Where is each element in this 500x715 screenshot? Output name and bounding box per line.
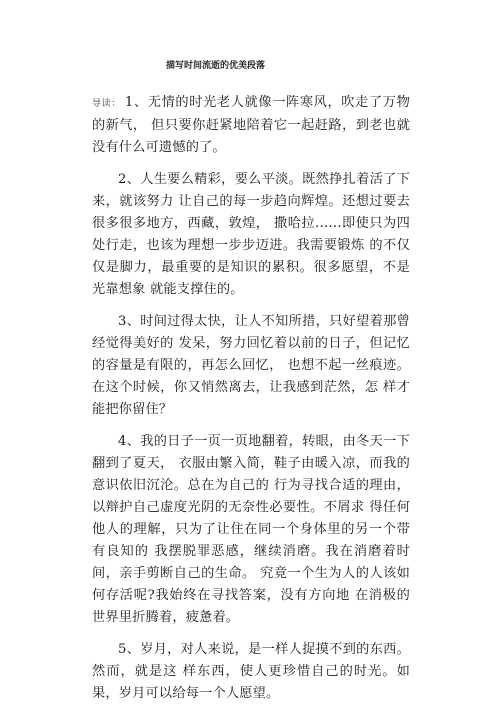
document-title: 描写时间流逝的优美段落: [166, 61, 266, 71]
paragraph-1-text: 1、无情的时光老人就像一阵寒风，吹走了万物的新气， 但只要你赶紧地陪着它一起赶路，到老也就没有什么可遗憾的了。: [92, 95, 410, 155]
paragraph-5: 5、岁月，对人来说，是一样人捉摸不到的东西。然而，就是这 样东西，使人更珍惜自己的时光。如果，岁月可以给每一个人愿望。: [92, 642, 410, 701]
paragraph-3: 3、时间过得太快，让人不知所措，只好望着那曾经觉得美好的 发呆，努力回忆着以前的日子，但记忆的容量是有限的，再怎么回忆， 也想不起一丝痕迹。在这个时候，你又悄然离去，让我感到茫然，怎 样才能把你留住？: [92, 314, 410, 417]
lead-label: 导读：: [92, 99, 121, 109]
paragraph-1: [92, 92, 410, 159]
paragraph-2: 2、人生要么精彩，要么平淡。既然挣扎着活了下来，就该努力 让自己的每一步趋向辉煌。还想过要去很多很多地方，西藏，敦煌， 撒哈拉……即使只为四处行走，也该为理想一步步迈进。我需要锻炼 的不仅仅是脚力，最重要的是知识的累积。很多愿望，不是光靠想象 就能支撑住的。: [92, 172, 410, 297]
paragraph-4: 4、我的日子一页一页地翻着，转眼，由冬天一下翻到了夏天， 衣服由繁入简，鞋子由暖入凉，而我的意识依旧沉沦。总在为自己的 行为寻找合适的理由，以辩护自己虚度光阴的无奈性必要性。不屑求 得任何他人的理解，只为了让住在同一个身体里的另一个带有良知的 我摆脱罪恶感，继续消磨。我在消磨着时间，亲手剪断自己的生命。 究竟一个生为人的人该如何存活呢?我始终在寻找答案，没有方向地 在消极的世界里折腾着，疲惫着。: [92, 434, 410, 625]
document-body: [92, 92, 410, 715]
